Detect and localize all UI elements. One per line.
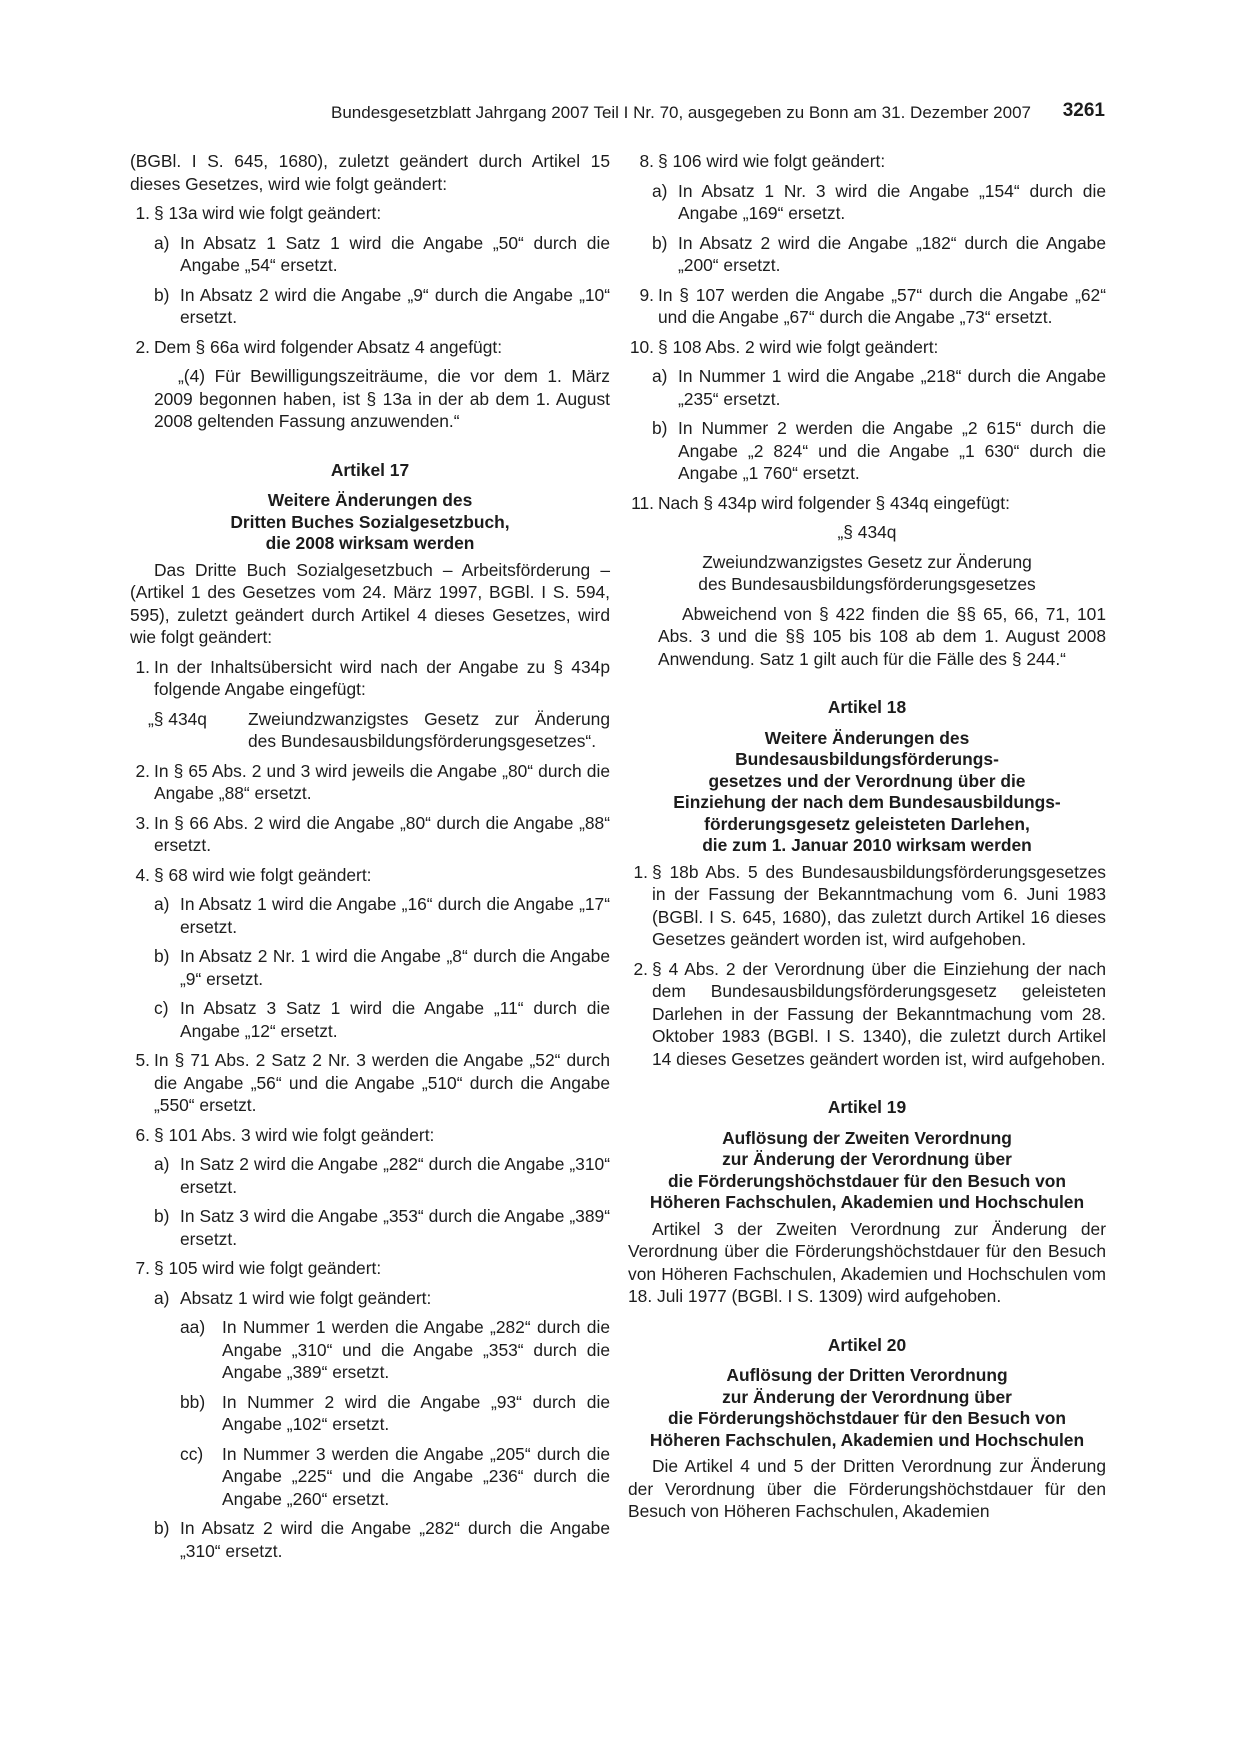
item-number: 1. [135, 656, 150, 677]
item-text: § 106 wird wie folgt geändert: [658, 151, 886, 171]
section-text: Abweichend von § 422 finden die §§ 65, 66, 71, 101 Abs. 3 und die §§ 105 bis 108 ab dem 1. August 2008 Anwendung. Satz 1 gilt auch für die Fälle des § 244.“ [658, 603, 1106, 669]
item-text: In § 71 Abs. 2 Satz 2 Nr. 3 werden die Angabe „52“ durch die Angabe „56“ und die Angabe „510“ durch die Angabe „550“ ersetzt. [154, 1050, 610, 1115]
item-number: b) [154, 1206, 170, 1226]
article-number: Artikel 19 [827, 1097, 907, 1117]
list-item [130, 864, 610, 887]
item-number: 4. [135, 864, 150, 885]
section-title-line: Zweiundzwanzigstes Gesetz zur Änderung [702, 551, 1032, 572]
article-title-line: zur Änderung der Verordnung über [722, 1386, 1012, 1407]
item-text: Absatz 1 wird wie folgt geändert: [180, 1287, 432, 1308]
article-title-line: Höheren Fachschulen, Akademien und Hochschulen [649, 1192, 1085, 1212]
article-title-line: Auflösung der Dritten Verordnung [726, 1365, 1008, 1385]
list-item [628, 150, 1106, 173]
item-number: 5. [135, 1050, 150, 1070]
list-item [130, 997, 610, 1042]
article-title-line: die 2008 wirksam werden [265, 533, 475, 553]
item-text: § 105 wird wie folgt geändert: [154, 1258, 382, 1278]
item-text: In Absatz 2 Nr. 1 wird die Angabe „8“ durch die Angabe „9“ ersetzt. [180, 946, 610, 989]
list-item [130, 232, 610, 277]
item-text: In Nummer 2 wird die Angabe „93“ durch die Angabe „102“ ersetzt. [222, 1391, 610, 1434]
section-title-line: des Bundesausbildungsförderungsgesetzes [698, 574, 1036, 594]
list-item [130, 202, 610, 225]
list-item [130, 1049, 610, 1117]
item-number: 3. [135, 812, 150, 833]
article-number: Artikel 17 [330, 459, 410, 480]
running-title: Bundesgesetzblatt Jahrgang 2007 Teil I Nr. 70, ausgegeben zu Bonn am 31. Dezember 2007 [331, 103, 1031, 122]
item-text: In § 66 Abs. 2 wird die Angabe „80“ durch die Angabe „88“ ersetzt. [154, 812, 610, 855]
list-item [130, 1153, 610, 1198]
list-item [628, 861, 1106, 951]
item-number: 1. [135, 203, 150, 223]
list-item [130, 893, 610, 938]
inserted-paragraph: „(4) Für Bewilligungszeiträume, die vor dem 1. März 2009 begonnen haben, ist § 13a in der ab dem 1. August 2008 geltenden Fassung anzuwenden.“ [154, 366, 610, 431]
item-text: In § 65 Abs. 2 und 3 wird jeweils die Angabe „80“ durch die Angabe „88“ ersetzt. [154, 760, 610, 803]
list-item [130, 336, 610, 359]
item-text: § 18b Abs. 5 des Bundesausbildungsförderungsgesetzes in der Fassung der Bekanntmachung vom 6. Juni 1983 (BGBl. I S. 645, 1680), das zuletzt durch Artikel 16 dieses Gesetzes geändert worden ist, wird aufgehoben. [652, 861, 1106, 949]
item-text: Dem § 66a wird folgender Absatz 4 angefügt: [154, 336, 503, 357]
list-item [130, 760, 610, 805]
page-number: 3261 [1062, 100, 1105, 121]
list-item [130, 1316, 610, 1384]
item-text: In Absatz 1 wird die Angabe „16“ durch die Angabe „17“ ersetzt. [180, 894, 610, 937]
item-text: In Absatz 2 wird die Angabe „9“ durch die Angabe „10“ ersetzt. [180, 284, 610, 327]
item-text: In § 107 werden die Angabe „57“ durch die Angabe „62“ und die Angabe „67“ durch die Angabe „73“ ersetzt. [658, 284, 1106, 327]
right-column [628, 150, 1106, 1530]
list-item [130, 1205, 610, 1250]
list-item [628, 284, 1106, 329]
article-title-line: die zum 1. Januar 2010 wirksam werden [702, 835, 1032, 855]
article-title-line: Weitere Änderungen des [764, 727, 970, 748]
article-title-line: zur Änderung der Verordnung über [722, 1149, 1012, 1169]
item-text: In Absatz 3 Satz 1 wird die Angabe „11“ durch die Angabe „12“ ersetzt. [180, 998, 610, 1041]
list-item [628, 180, 1106, 225]
item-number: bb) [180, 1391, 206, 1412]
article-text: Artikel 3 der Zweiten Verordnung zur Änderung der Verordnung über die Förderungshöchstdauer für den Besuch von Höheren Fachschulen, Akademien und Hochschulen vom 18. Juli 1977 (BGBl. I S. 1309) wird aufgehoben. [628, 1218, 1106, 1306]
list-item [628, 417, 1106, 485]
item-text: In Absatz 2 wird die Angabe „282“ durch die Angabe „310“ ersetzt. [180, 1518, 610, 1561]
item-number: b) [154, 1518, 170, 1538]
list-item [628, 958, 1106, 1071]
article-title-line: Bundesausbildungsförderungs- [735, 749, 999, 769]
item-number: 1. [633, 861, 648, 882]
left-column [130, 150, 610, 1569]
item-number: a) [154, 1287, 170, 1308]
item-text: Nach § 434p wird folgender § 434q eingefügt: [658, 492, 1010, 513]
item-text: § 68 wird wie folgt geändert: [154, 864, 372, 885]
item-text: In Nummer 3 werden die Angabe „205“ durch die Angabe „225“ und die Angabe „236“ durch die Angabe „260“ ersetzt. [222, 1443, 610, 1509]
item-text: In Absatz 1 Nr. 3 wird die Angabe „154“ durch die Angabe „169“ ersetzt. [678, 180, 1106, 223]
list-item [130, 812, 610, 857]
item-number: c) [154, 998, 169, 1018]
item-number: 10. [629, 336, 654, 357]
article-title-line: Einziehung der nach dem Bundesausbildungs- [673, 792, 1061, 812]
list-item [130, 284, 610, 329]
item-number: 2. [633, 958, 648, 979]
item-text: In Nummer 1 werden die Angabe „282“ durch die Angabe „310“ und die Angabe „353“ durch die Angabe „389“ ersetzt. [222, 1317, 610, 1382]
list-item [130, 1443, 610, 1511]
item-number: 2. [135, 336, 150, 357]
list-item [130, 1124, 610, 1147]
list-item [628, 365, 1106, 410]
article-number: Artikel 20 [827, 1334, 907, 1355]
item-number: a) [652, 180, 668, 201]
item-number: 7. [135, 1258, 150, 1278]
item-text: § 13a wird wie folgt geändert: [154, 203, 382, 223]
list-item [130, 1391, 610, 1436]
item-number: 11. [631, 492, 654, 513]
article-title-line: gesetzes und der Verordnung über die [708, 770, 1026, 791]
item-text: In Satz 2 wird die Angabe „282“ durch die Angabe „310“ ersetzt. [180, 1154, 610, 1197]
item-text: § 108 Abs. 2 wird wie folgt geändert: [658, 336, 939, 357]
item-number: a) [652, 366, 668, 386]
item-number: a) [154, 1154, 170, 1174]
article-title-line: Auflösung der Zweiten Verordnung [722, 1127, 1012, 1148]
item-number: cc) [180, 1443, 204, 1464]
article-title [130, 490, 610, 555]
list-item [130, 945, 610, 990]
item-number: aa) [180, 1317, 206, 1337]
list-item [628, 336, 1106, 359]
section-reference: „§ 434q [148, 708, 207, 729]
item-text: In Nummer 1 wird die Angabe „218“ durch die Angabe „235“ ersetzt. [678, 366, 1106, 409]
list-item [628, 232, 1106, 277]
article-text: Die Artikel 4 und 5 der Dritten Verordnung zur Änderung der Verordnung über die Förderungshöchstdauer für den Besuch von Höheren Fachschulen, Akademien [628, 1456, 1106, 1521]
item-number: 6. [135, 1124, 150, 1145]
toc-insert [148, 708, 610, 753]
insert-text: Zweiundzwanzigstes Gesetz zur Änderung des Bundesausbildungsförderungsgesetzes“. [248, 708, 610, 751]
item-number: b) [652, 232, 668, 253]
section-title [628, 551, 1106, 596]
item-number: 2. [135, 760, 150, 781]
article-title-line: Höheren Fachschulen, Akademien und Hochschulen [649, 1429, 1085, 1450]
article-title-line: förderungsgesetz geleisteten Darlehen, [704, 813, 1030, 834]
item-number: 8. [639, 151, 654, 171]
article-title-line: Dritten Buches Sozialgesetzbuch, [230, 511, 510, 532]
list-item [130, 1257, 610, 1280]
item-number: b) [652, 418, 668, 438]
section-heading: „§ 434q [837, 522, 897, 542]
list-item [130, 1517, 610, 1562]
continuation-paragraph: (BGBl. I S. 645, 1680), zuletzt geändert durch Artikel 15 dieses Gesetzes, wird wie folgt geändert: [130, 151, 610, 194]
list-item [628, 492, 1106, 515]
item-text: § 101 Abs. 3 wird wie folgt geändert: [154, 1124, 435, 1145]
article-intro: Das Dritte Buch Sozialgesetzbuch – Arbeitsförderung – (Artikel 1 des Gesetzes vom 24. März 1997, BGBl. I S. 594, 595), zuletzt geändert durch Artikel 4 dieses Gesetzes, wird wie folgt geändert: [130, 559, 610, 647]
article-number: Artikel 18 [827, 697, 907, 717]
page-header [130, 102, 1105, 128]
item-number: a) [154, 232, 170, 253]
article-title [628, 728, 1106, 857]
item-number: a) [154, 894, 170, 914]
article-title [628, 1128, 1106, 1214]
item-text: In Satz 3 wird die Angabe „353“ durch die Angabe „389“ ersetzt. [180, 1206, 610, 1249]
item-number: b) [154, 284, 170, 305]
item-text: In Absatz 1 Satz 1 wird die Angabe „50“ durch die Angabe „54“ ersetzt. [180, 232, 610, 275]
item-number: 9. [639, 284, 654, 305]
article-title-line: Weitere Änderungen des [267, 490, 473, 510]
item-text: In der Inhaltsübersicht wird nach der Angabe zu § 434p folgende Angabe eingefügt: [154, 656, 610, 699]
item-text: In Absatz 2 wird die Angabe „182“ durch die Angabe „200“ ersetzt. [678, 232, 1106, 275]
list-item [130, 656, 610, 701]
item-text: In Nummer 2 werden die Angabe „2 615“ durch die Angabe „2 824“ und die Angabe „1 630“ durch die Angabe „1 760“ ersetzt. [678, 418, 1106, 483]
article-title [628, 1365, 1106, 1451]
article-title-line: die Förderungshöchstdauer für den Besuch von [667, 1170, 1067, 1191]
item-number: b) [154, 946, 170, 966]
article-title-line: die Förderungshöchstdauer für den Besuch von [667, 1408, 1067, 1428]
list-item [130, 1287, 610, 1310]
item-text: § 4 Abs. 2 der Verordnung über die Einziehung der nach dem Bundesausbildungsförderungsgesetz geleisteten Darlehen in der Fassung der Bekanntmachung vom 28. Oktober 1983 (BGBl. I S. 1340), die zuletzt durch Artikel 14 dieses Gesetzes geändert worden ist, wird aufgehoben. [652, 958, 1106, 1069]
